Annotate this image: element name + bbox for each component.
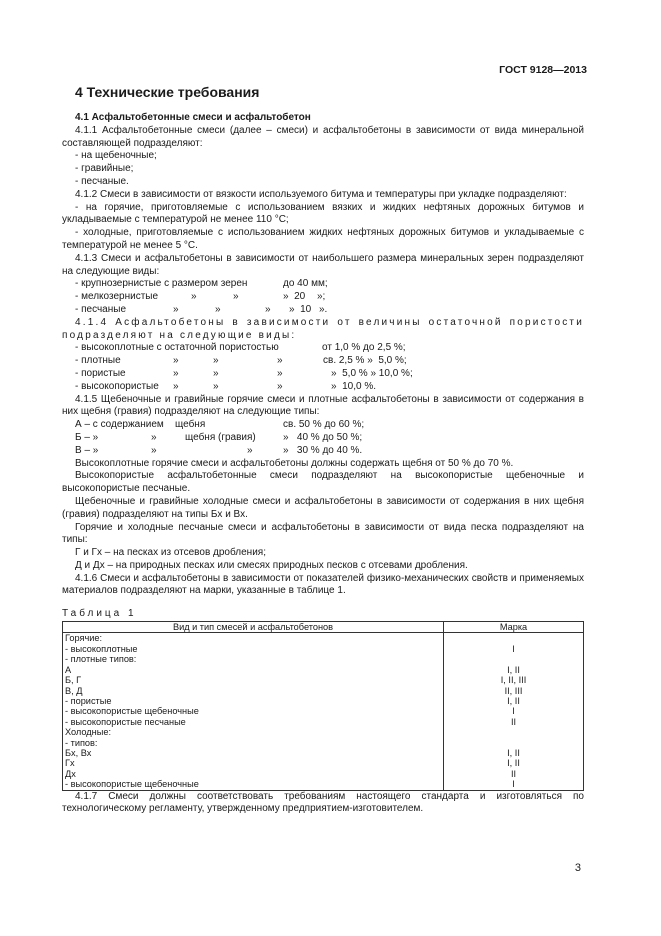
list-cell: » 30 % до 40 %. [283,444,363,456]
list-cell: » 10 [289,303,312,315]
standard-header: ГОСТ 9128—2013 [499,64,587,76]
paragraph-type-d: Д и Дх – на природных песках или смесях природных песков с отсевами дробления. [75,559,468,571]
list-cell: » [265,303,271,315]
list-item [62,381,584,394]
table-cell: Холодные: [63,727,444,737]
list-cell: » 20 [283,291,306,303]
table-cell [444,633,584,644]
list-cell: » [277,380,283,392]
list-cell: щебня [175,419,206,431]
list-cell: » [173,355,179,367]
list-cell: » [215,303,221,315]
list-cell: - высокопористые [75,380,159,392]
page-number: 3 [574,862,581,874]
list-cell: - высокоплотные с остаточной пористостью [75,342,279,354]
paragraph-4-1-2-hot: - на горячие, приготовляемые с использованием вязких и жидких нефтяных дорожных битумов и укладываемые с температурой не менее 110 °С; [62,201,584,226]
table-row [63,706,584,716]
table-row [63,717,584,727]
list-cell: » [213,380,219,392]
list-cell: щебня (гравия) [185,431,256,443]
list-cell: » [213,367,219,379]
list-cell: »; [317,291,326,303]
table-cell: Гх [63,758,444,768]
table-row [63,686,584,696]
table-cell: I, II [444,748,584,758]
table-row [63,758,584,768]
paragraph-4-1-1: 4.1.1 Асфальтобетонные смеси (далее – смеси) и асфальтобетоны в зависимости от вида минеральной составляющей подразделяют: [62,124,584,149]
table-cell: - высокопористые щебеночные [63,779,444,790]
table-cell: I, II, III [444,675,584,685]
list-cell: - песчаные [75,303,127,315]
table-cell: В, Д [63,686,444,696]
list-cell: » 10,0 %. [331,380,377,392]
paragraph-4-1-3: 4.1.3 Смеси и асфальтобетоны в зависимости от наибольшего размера минеральных зерен подразделяют на следующие виды: [62,252,584,277]
paragraph-4-1-2: 4.1.2 Смеси в зависимости от вязкости используемого битума и температуры при укладке подразделяют: [75,188,567,200]
table-row [63,633,584,644]
list-cell: от 1,0 % до 2,5 %; [322,342,406,354]
list-item [62,342,584,355]
table-row [63,644,584,654]
list-cell: Б – » [75,431,99,443]
table-cell: I [444,706,584,716]
list-cell: » [151,444,157,456]
list-cell: » [151,431,157,443]
list-cell: св. 50 % до 60 %; [283,419,365,431]
table-row [63,727,584,737]
paragraph-type-g: Г и Гх – на песках из отсевов дробления; [75,547,266,559]
table-row [63,779,584,790]
table-cell: I [444,779,584,790]
paragraph-cold-mixes: Щебеночные и гравийные холодные смеси и асфальтобетоны в зависимости от содержания в них щебня (гравия) подразделяют на типы Бх и Вх. [62,495,584,520]
table-header-row [63,622,584,633]
section-title: 4 Технические требования [75,84,260,100]
list-item [62,304,584,317]
subsection-title: 4.1 Асфальтобетонные смеси и асфальтобетон [75,112,311,123]
table-cell: I [444,644,584,654]
list-item [62,419,584,432]
table-cell: I, II [444,696,584,706]
table-header-cell: Вид и тип смесей и асфальтобетонов [63,622,444,633]
list-item [62,355,584,368]
list-cell: В – » [75,444,99,456]
table-cell: Дх [63,769,444,779]
table-cell: I, II [444,758,584,768]
table-row [63,654,584,664]
list-cell: - мелкозернистые [75,291,159,303]
list-cell: » [277,355,283,367]
list-cell: » [277,367,283,379]
list-cell: - крупнозернистые с размером зерен [75,278,248,290]
paragraph-high-dense: Высокоплотные горячие смеси и асфальтобетоны должны содержать щебня от 50 % до 70 %. [75,457,514,469]
table-row [63,769,584,779]
page-content [62,112,584,816]
table-cell: - высокопористые песчаные [63,717,444,727]
paragraph-4-1-5: 4.1.5 Щебеночные и гравийные горячие смеси и плотные асфальтобетоны в зависимости от содержания в них щебня (гравия) подразделяют на следующие типы: [62,393,584,418]
list-cell: » 5,0 % » 10,0 %; [331,367,413,379]
table-cell [444,738,584,748]
table-cell: - высокоплотные [63,644,444,654]
list-cell: » [173,303,179,315]
list-cell: А – с содержанием [75,419,164,431]
list-cell: » [247,444,253,456]
list-cell: » [173,367,179,379]
list-cell: » [213,355,219,367]
list-item: - песчаные. [75,175,129,187]
list-item [62,445,584,458]
table-cell: - типов: [63,738,444,748]
paragraph-4-1-2-cold: - холодные, приготовляемые с использованием жидких нефтяных дорожных битумов и укладываемые с температурой не менее 5 °С. [62,227,584,251]
list-item: - на щебеночные; [75,150,157,162]
table-cell: II [444,717,584,727]
table-row [63,675,584,685]
table-row [63,748,584,758]
list-cell: св. 2,5 % » 5,0 %; [323,355,407,367]
list-item: - гравийные; [75,163,134,175]
table-row [63,738,584,748]
table-cell [444,727,584,737]
table-cell: Горячие: [63,633,444,644]
table-row [63,696,584,706]
list-item [62,278,584,291]
list-cell: » 40 % до 50 %; [283,431,363,443]
list-cell: - плотные [75,355,121,367]
list-cell: » [173,380,179,392]
paragraph-4-1-7: 4.1.7 Смеси должны соответствовать требованиям настоящего стандарта и изготовляться по технологическому регламенту, утвержденному предприятием-изготовителем. [62,790,584,815]
table-caption: Таблица 1 [62,608,137,620]
table-cell: - высокопористые щебеночные [63,706,444,716]
table-cell: А [63,665,444,675]
table-cell: - пористые [63,696,444,706]
list-cell: - пористые [75,367,126,379]
table-1 [62,621,584,791]
list-cell: ». [319,303,328,315]
paragraph-4-1-6: 4.1.6 Смеси и асфальтобетоны в зависимости от показателей физико-механических свойств и применяемых материалов подразделяют на марки, указанные в таблице 1. [62,572,584,597]
table-cell: II [444,769,584,779]
list-cell: до 40 мм; [283,278,328,290]
table-cell [444,654,584,664]
paragraph-high-porous: Высокопористые асфальтобетонные смеси подразделяют на высокопористые щебеночные и высокопористые песчаные. [62,470,584,495]
table-header-cell: Марка [444,622,584,633]
table-cell: Бх, Вх [63,748,444,758]
list-item [62,368,584,381]
list-item [62,432,584,445]
table-cell: Б, Г [63,675,444,685]
table-row [63,665,584,675]
list-cell: » [191,291,197,303]
paragraph-sand-mixes: Горячие и холодные песчаные смеси и асфальтобетоны в зависимости от вида песка подразделяют на типы: [62,521,584,546]
table-cell: I, II [444,665,584,675]
list-cell: » [233,291,239,303]
list-item [62,291,584,304]
table-cell: - плотные типов: [63,654,444,664]
paragraph-4-1-4: 4.1.4 Асфальтобетоны в зависимости от величины остаточной пористости подразделяют на следующие виды: [62,316,584,341]
table-cell: II, III [444,686,584,696]
